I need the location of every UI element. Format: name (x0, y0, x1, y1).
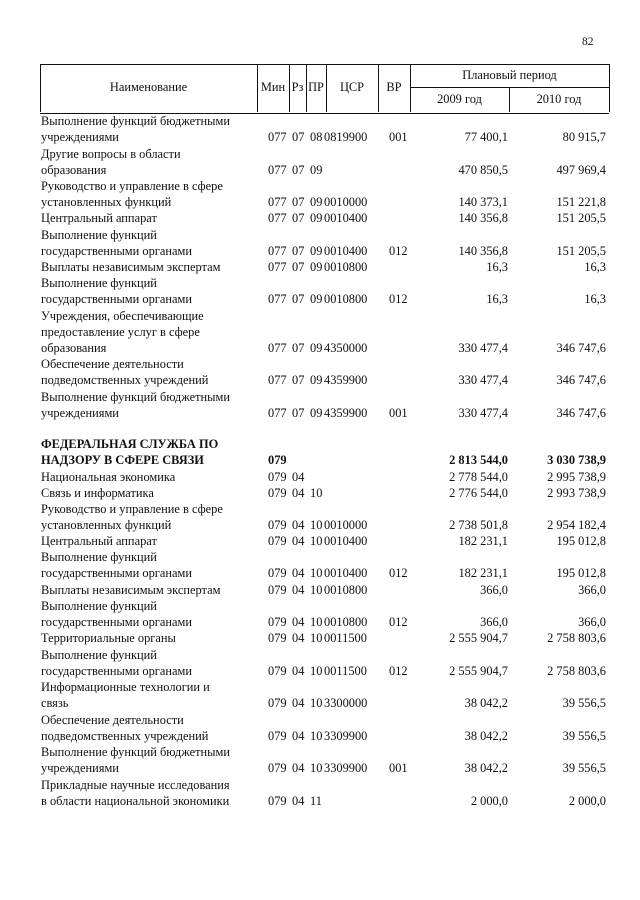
row-value-2009: 2 555 904,7 (449, 664, 508, 678)
page-number: 82 (582, 36, 594, 48)
row-value-2009: 16,3 (486, 292, 508, 306)
row-pr: 09 (310, 292, 323, 306)
table-row (0, 777, 640, 809)
row-min: 079 (268, 696, 287, 710)
row-value-2010: 16,3 (584, 260, 606, 274)
row-rz: 04 (292, 696, 305, 710)
table-row (0, 469, 640, 485)
row-name-line: учреждениями (41, 406, 119, 420)
table-row (0, 436, 640, 468)
row-rz: 07 (292, 244, 305, 258)
row-name-line: Центральный аппарат (41, 211, 157, 225)
row-value-2009: 140 373,1 (458, 195, 508, 209)
row-pr: 10 (310, 518, 323, 532)
row-name-line: Национальная экономика (41, 470, 176, 484)
row-rz: 07 (292, 211, 305, 225)
row-name (41, 275, 257, 307)
row-csr: 0011500 (324, 664, 367, 678)
row-min: 077 (268, 195, 287, 209)
header-pr: ПР (308, 80, 324, 94)
row-name (41, 356, 257, 388)
row-name (41, 210, 257, 226)
row-name-line: Выполнение функций (41, 276, 157, 290)
row-name-line: в области национальной экономики (41, 794, 230, 808)
row-name-line: Обеспечение деятельности (41, 713, 184, 727)
row-rz: 07 (292, 195, 305, 209)
row-min: 077 (268, 211, 287, 225)
row-rz: 04 (292, 664, 305, 678)
row-csr: 0010800 (324, 583, 368, 597)
row-name (41, 113, 257, 145)
row-rz: 04 (292, 470, 305, 484)
row-name-line: Центральный аппарат (41, 534, 157, 548)
row-name (41, 744, 257, 776)
row-value-2009: 2 738 501,8 (449, 518, 508, 532)
row-vr: 001 (389, 130, 408, 144)
row-pr: 09 (310, 244, 323, 258)
row-name-line: предоставление услуг в сфере (41, 325, 200, 339)
row-min: 079 (268, 566, 287, 580)
row-min: 077 (268, 373, 287, 387)
row-name-line: государственными органами (41, 664, 192, 678)
row-name (41, 469, 257, 485)
table-row (0, 485, 640, 501)
row-rz: 04 (292, 518, 305, 532)
row-value-2009: 38 042,2 (464, 729, 508, 743)
row-name-line: Учреждения, обеспечивающие (41, 309, 204, 323)
table-row (0, 744, 640, 776)
row-value-2009: 2 778 544,0 (449, 470, 508, 484)
table-row (0, 630, 640, 646)
row-vr: 012 (389, 292, 408, 306)
row-name-line: Выполнение функций бюджетными (41, 390, 230, 404)
row-pr: 10 (310, 761, 323, 775)
row-value-2010: 346 747,6 (556, 406, 606, 420)
row-name-line: образования (41, 163, 107, 177)
row-pr: 10 (310, 566, 323, 580)
row-csr: 0010400 (324, 566, 368, 580)
row-name-line: государственными органами (41, 244, 192, 258)
row-pr: 09 (310, 163, 323, 177)
row-rz: 07 (292, 260, 305, 274)
row-vr: 001 (389, 406, 408, 420)
header-year-2009: 2009 год (437, 92, 482, 106)
row-value-2010: 346 747,6 (556, 373, 606, 387)
row-csr: 3309900 (324, 729, 368, 743)
row-csr: 4359900 (324, 373, 368, 387)
table-row (0, 356, 640, 388)
row-rz: 07 (292, 163, 305, 177)
row-pr: 09 (310, 406, 323, 420)
row-value-2010: 2 995 738,9 (547, 470, 606, 484)
row-value-2009: 38 042,2 (464, 761, 508, 775)
row-value-2010: 366,0 (578, 583, 606, 597)
row-name (41, 630, 257, 646)
row-csr: 0011500 (324, 631, 367, 645)
row-value-2009: 366,0 (480, 583, 508, 597)
row-name-line: Руководство и управление в сфере (41, 179, 223, 193)
table-row (0, 275, 640, 307)
row-pr: 10 (310, 696, 323, 710)
row-value-2009: 2 813 544,0 (449, 453, 508, 467)
row-name-line: учреждениями (41, 761, 119, 775)
row-min: 079 (268, 729, 287, 743)
row-csr: 0010000 (324, 518, 368, 532)
table-row (0, 533, 640, 549)
row-name (41, 598, 257, 630)
row-vr: 012 (389, 664, 408, 678)
row-pr: 10 (310, 583, 323, 597)
table-row (0, 549, 640, 581)
row-rz: 04 (292, 761, 305, 775)
row-pr: 08 (310, 130, 323, 144)
row-name-line: ФЕДЕРАЛЬНАЯ СЛУЖБА ПО (41, 437, 219, 451)
row-rz: 04 (292, 631, 305, 645)
header-border-right (609, 64, 610, 112)
row-csr: 4350000 (324, 341, 368, 355)
header-planned-period: Плановый период (462, 68, 557, 82)
row-name-line: подведомственных учреждений (41, 729, 209, 743)
header-csr: ЦСР (339, 80, 365, 94)
row-rz: 07 (292, 130, 305, 144)
row-pr: 10 (310, 664, 323, 678)
row-value-2009: 2 776 544,0 (449, 486, 508, 500)
row-rz: 04 (292, 794, 305, 808)
row-value-2010: 2 758 803,6 (547, 664, 606, 678)
row-rz: 04 (292, 566, 305, 580)
row-value-2009: 366,0 (480, 615, 508, 629)
row-name-line: подведомственных учреждений (41, 373, 209, 387)
row-rz: 04 (292, 729, 305, 743)
row-min: 079 (268, 453, 287, 467)
row-name (41, 533, 257, 549)
row-pr: 09 (310, 211, 323, 225)
row-csr: 0010800 (324, 615, 368, 629)
row-value-2010: 151 205,5 (556, 244, 606, 258)
row-name (41, 308, 257, 356)
row-value-2009: 330 477,4 (458, 406, 508, 420)
row-value-2010: 39 556,5 (562, 696, 606, 710)
row-value-2009: 330 477,4 (458, 341, 508, 355)
row-name-line: Информационные технологии и (41, 680, 210, 694)
row-name-line: Выплаты независимым экспертам (41, 260, 221, 274)
row-min: 077 (268, 163, 287, 177)
row-rz: 07 (292, 406, 305, 420)
row-name-line: государственными органами (41, 292, 192, 306)
row-name (41, 712, 257, 744)
row-value-2009: 16,3 (486, 260, 508, 274)
row-name (41, 582, 257, 598)
row-value-2010: 151 205,5 (556, 211, 606, 225)
row-value-2010: 2 954 182,4 (547, 518, 606, 532)
row-min: 079 (268, 631, 287, 645)
row-value-2010: 366,0 (578, 615, 606, 629)
table-row (0, 679, 640, 711)
row-value-2009: 140 356,8 (458, 244, 508, 258)
row-value-2010: 39 556,5 (562, 729, 606, 743)
row-vr: 001 (389, 761, 408, 775)
row-min: 077 (268, 341, 287, 355)
table-row (0, 647, 640, 679)
row-name (41, 146, 257, 178)
row-value-2010: 80 915,7 (562, 130, 606, 144)
row-rz: 07 (292, 292, 305, 306)
header-name: Наименование (109, 80, 188, 94)
table-row (0, 308, 640, 356)
table-row (0, 259, 640, 275)
header-vr: ВР (386, 80, 402, 94)
row-value-2010: 2 993 738,9 (547, 486, 606, 500)
row-name-line: Руководство и управление в сфере (41, 502, 223, 516)
row-rz: 04 (292, 486, 305, 500)
row-value-2009: 330 477,4 (458, 373, 508, 387)
row-name-line: Обеспечение деятельности (41, 357, 184, 371)
row-name-line: Другие вопросы в области (41, 147, 181, 161)
row-name-line: НАДЗОРУ В СФЕРЕ СВЯЗИ (41, 453, 204, 467)
row-min: 077 (268, 292, 287, 306)
header-rz: Рз (291, 80, 304, 94)
row-csr: 0010800 (324, 292, 368, 306)
row-csr: 3300000 (324, 696, 368, 710)
row-vr: 012 (389, 615, 408, 629)
row-pr: 10 (310, 729, 323, 743)
row-name (41, 389, 257, 421)
row-value-2010: 497 969,4 (556, 163, 606, 177)
row-value-2010: 2 758 803,6 (547, 631, 606, 645)
row-name (41, 549, 257, 581)
row-name (41, 777, 257, 809)
row-pr: 10 (310, 486, 323, 500)
table-row (0, 501, 640, 533)
row-name-line: Выполнение функций (41, 228, 157, 242)
row-name-line: Выполнение функций (41, 648, 157, 662)
row-pr: 09 (310, 341, 323, 355)
row-csr: 0010800 (324, 260, 368, 274)
row-value-2009: 38 042,2 (464, 696, 508, 710)
row-vr: 012 (389, 244, 408, 258)
row-name-line: Выполнение функций бюджетными (41, 745, 230, 759)
row-min: 079 (268, 794, 287, 808)
row-csr: 0010000 (324, 195, 368, 209)
row-min: 079 (268, 518, 287, 532)
row-name (41, 501, 257, 533)
row-min: 079 (268, 761, 287, 775)
row-value-2010: 195 012,8 (556, 534, 606, 548)
row-name (41, 227, 257, 259)
row-rz: 04 (292, 534, 305, 548)
row-min: 079 (268, 486, 287, 500)
row-name (41, 436, 257, 468)
row-value-2009: 140 356,8 (458, 211, 508, 225)
row-name-line: Выполнение функций (41, 550, 157, 564)
table-row (0, 113, 640, 145)
header-year-2010: 2010 год (536, 92, 582, 106)
table-row (0, 227, 640, 259)
table-row (0, 582, 640, 598)
row-value-2010: 195 012,8 (556, 566, 606, 580)
row-csr: 3309900 (324, 761, 368, 775)
header-min: Мин (260, 80, 286, 94)
table-row (0, 210, 640, 226)
row-name-line: Территориальные органы (41, 631, 176, 645)
row-csr: 0010400 (324, 211, 368, 225)
row-pr: 09 (310, 373, 323, 387)
row-value-2009: 182 231,1 (458, 566, 508, 580)
row-name (41, 647, 257, 679)
row-pr: 10 (310, 534, 323, 548)
table-row (0, 712, 640, 744)
row-value-2010: 2 000,0 (568, 794, 606, 808)
row-name-line: связь (41, 696, 69, 710)
row-value-2009: 470 850,5 (458, 163, 508, 177)
row-csr: 0819900 (324, 130, 368, 144)
row-name-line: государственными органами (41, 615, 192, 629)
row-csr: 4359900 (324, 406, 368, 420)
row-min: 077 (268, 130, 287, 144)
row-value-2010: 16,3 (584, 292, 606, 306)
row-vr: 012 (389, 566, 408, 580)
row-min: 077 (268, 260, 287, 274)
row-min: 079 (268, 615, 287, 629)
row-pr: 11 (310, 794, 322, 808)
row-name-line: Прикладные научные исследования (41, 778, 230, 792)
row-name (41, 259, 257, 275)
row-value-2010: 151 221,8 (556, 195, 606, 209)
row-value-2010: 39 556,5 (562, 761, 606, 775)
row-name-line: Выплаты независимым экспертам (41, 583, 221, 597)
row-name-line: Выполнение функций (41, 599, 157, 613)
row-name-line: установленных функций (41, 518, 172, 532)
row-pr: 10 (310, 631, 323, 645)
row-rz: 04 (292, 583, 305, 597)
row-pr: 09 (310, 260, 323, 274)
row-value-2009: 2 000,0 (470, 794, 508, 808)
row-pr: 09 (310, 195, 323, 209)
row-name (41, 679, 257, 711)
row-name-line: образования (41, 341, 107, 355)
row-min: 079 (268, 664, 287, 678)
row-min: 077 (268, 406, 287, 420)
table-row (0, 389, 640, 421)
row-value-2009: 182 231,1 (458, 534, 508, 548)
table-row (0, 146, 640, 178)
row-min: 077 (268, 244, 287, 258)
row-rz: 04 (292, 615, 305, 629)
row-value-2009: 2 555 904,7 (449, 631, 508, 645)
row-name-line: Выполнение функций бюджетными (41, 114, 230, 128)
row-name-line: учреждениями (41, 130, 119, 144)
table-row (0, 598, 640, 630)
row-value-2010: 3 030 738,9 (547, 453, 606, 467)
row-csr: 0010400 (324, 534, 368, 548)
row-value-2010: 346 747,6 (556, 341, 606, 355)
row-name-line: государственными органами (41, 566, 192, 580)
table-row (0, 178, 640, 210)
row-rz: 07 (292, 341, 305, 355)
row-min: 079 (268, 534, 287, 548)
row-rz: 07 (292, 373, 305, 387)
row-name (41, 178, 257, 210)
row-value-2009: 77 400,1 (464, 130, 508, 144)
row-csr: 0010400 (324, 244, 368, 258)
row-min: 079 (268, 470, 287, 484)
row-name (41, 485, 257, 501)
row-name-line: Связь и информатика (41, 486, 154, 500)
row-min: 079 (268, 583, 287, 597)
row-pr: 10 (310, 615, 323, 629)
row-name-line: установленных функций (41, 195, 172, 209)
